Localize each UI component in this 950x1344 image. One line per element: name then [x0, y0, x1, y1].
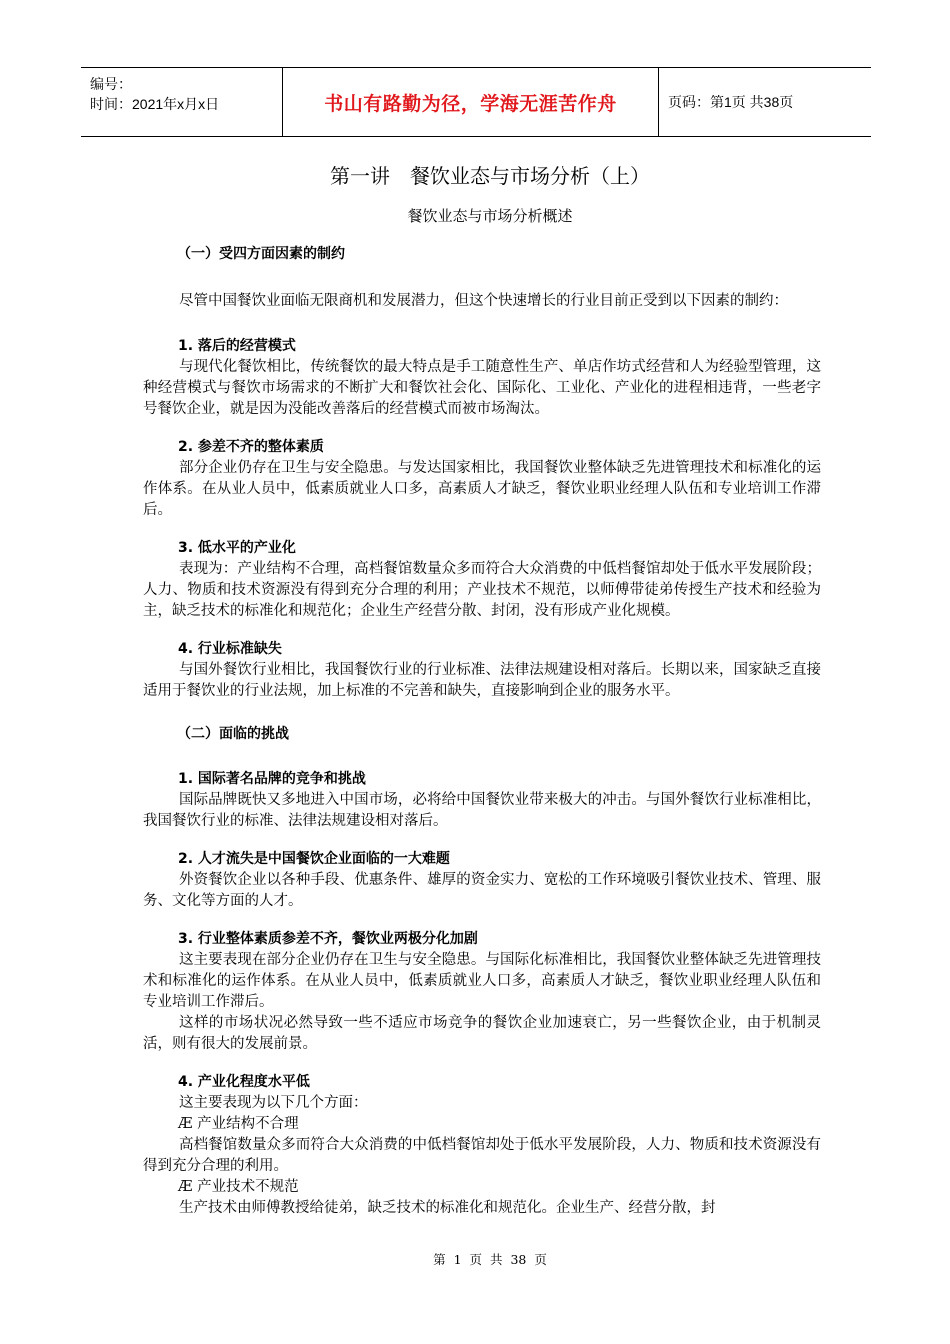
- document-subtitle: 餐饮业态与市场分析概述: [407, 207, 573, 225]
- subsection: [143, 437, 821, 521]
- subsection-text: 与国外餐饮行业相比，我国餐饮行业的行业标准、法律法规建设相对落后。长期以来，国家缺乏直接适用于餐饮业的行业法规，加上标准的不完善和缺失，直接影响到企业的服务水平。: [143, 662, 821, 699]
- subsection-heading: 3. 行业整体素质参差不齐，餐饮业两极分化加剧: [178, 931, 478, 947]
- bullet-item: Æ 产业结构不合理: [178, 1116, 299, 1132]
- subsection-text: 外资餐饮企业以各种手段、优惠条件、雄厚的资金实力、宽松的工作环境吸引餐饮业技术、管理、服务、文化等方面的人才。: [143, 872, 821, 909]
- subsection: [143, 336, 821, 420]
- subsection-heading: 2. 参差不齐的整体素质: [178, 439, 324, 455]
- subsection-text: 这主要表现为以下几个方面：: [179, 1095, 368, 1111]
- subsection: [143, 639, 821, 702]
- subsection: [143, 1072, 821, 1219]
- subsection-text: 与现代化餐饮相比，传统餐饮的最大特点是手工随意性生产、单店作坊式经营和人为经验型管理，这种经营模式与餐饮市场需求的不断扩大和餐饮社会化、国际化、工业化、产业化的进程相违背，一些老字号餐饮企业，就是因为没能改善落后的经营模式而被市场淘汰。: [143, 359, 821, 417]
- subsection: [143, 929, 821, 1055]
- subsection-heading: 4. 产业化程度水平低: [178, 1074, 310, 1090]
- subsection-heading: 1. 落后的经营模式: [178, 338, 296, 354]
- subsection-text: 部分企业仍存在卫生与安全隐患。与发达国家相比，我国餐饮业整体缺乏先进管理技术和标准化的运作体系。在从业人员中，低素质就业人口多，高素质人才缺乏，餐饮业职业经理人队伍和专业培训工作滞后。: [143, 460, 821, 518]
- subsection-text: 这样的市场状况必然导致一些不适应市场竞争的餐饮企业加速衰亡，另一些餐饮企业，由于机制灵活，则有很大的发展前景。: [143, 1015, 821, 1052]
- subsection: [143, 538, 821, 622]
- subsection-text: 国际品牌既快又多地进入中国市场，必将给中国餐饮业带来极大的冲击。与国外餐饮行业标准相比，我国餐饮行业的标准、法律法规建设相对落后。: [143, 792, 821, 829]
- document-title: 第一讲 餐饮业态与市场分析（上）: [330, 164, 650, 188]
- header-page-info: 页码：第1页 共38页: [668, 94, 794, 110]
- document-body: [143, 244, 821, 1236]
- subsection-heading: 3. 低水平的产业化: [178, 540, 296, 556]
- document-number-label: 编号：: [90, 76, 132, 92]
- subsection-heading: 1. 国际著名品牌的竞争和挑战: [178, 771, 366, 787]
- subsection-text: 这主要表现在部分企业仍存在卫生与安全隐患。与国际化标准相比，我国餐饮业整体缺乏先进管理技术和标准化的运作体系。在从业人员中，低素质就业人口多，高素质人才缺乏，餐饮业职业经理人队伍和专业培训工作滞后。: [143, 952, 821, 1010]
- header-motto: 书山有路勤为径，学海无涯苦作舟: [283, 68, 659, 136]
- subsection-text: 表现为：产业结构不合理，高档餐馆数量众多而符合大众消费的中低档餐馆却处于低水平发展阶段；人力、物质和技术资源没有得到充分合理的利用；产业技术不规范，以师傅带徒弟传授生产技术和经验为主，缺乏技术的标准化和规范化；企业生产经营分散、封闭，没有形成产业化规模。: [143, 561, 821, 619]
- bullet-item: Æ 产业技术不规范: [178, 1179, 299, 1195]
- bullet-text: 生产技术由师傅教授给徒弟，缺乏技术的标准化和规范化。企业生产、经营分散，封: [179, 1200, 716, 1216]
- section-intro: 尽管中国餐饮业面临无限商机和发展潜力，但这个快速增长的行业目前正受到以下因素的制约：: [179, 293, 788, 309]
- subsection-heading: 4. 行业标准缺失: [178, 641, 282, 657]
- subsection: [143, 849, 821, 912]
- section-heading: （二）面临的挑战: [177, 726, 289, 742]
- header-table: [81, 67, 871, 137]
- document-date: 时间：2021年x月x日: [90, 96, 220, 112]
- subsection-heading: 2. 人才流失是中国餐饮企业面临的一大难题: [178, 851, 450, 867]
- subsection: [143, 769, 821, 832]
- page-footer: 第 1 页 共 38 页: [433, 1252, 547, 1267]
- section-heading: （一）受四方面因素的制约: [177, 246, 345, 262]
- header-meta-cell: [81, 68, 283, 136]
- bullet-text: 高档餐馆数量众多而符合大众消费的中低档餐馆却处于低水平发展阶段，人力、物质和技术资源没有得到充分合理的利用。: [143, 1137, 821, 1174]
